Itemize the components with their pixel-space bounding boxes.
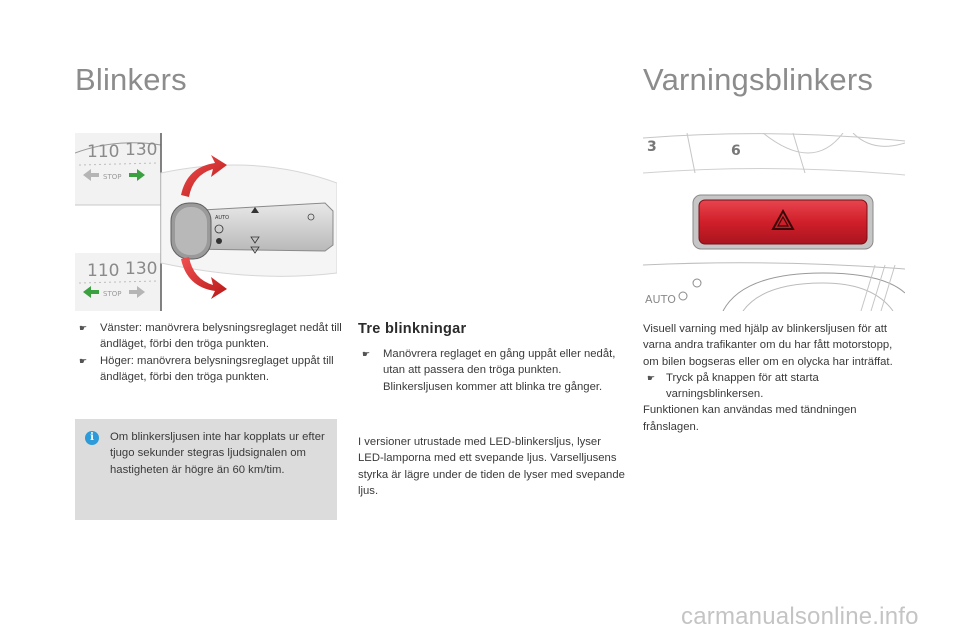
- led-paragraph: I versioner utrustade med LED-blinkersljus, lyser LED-lamporna med ett svepande ljus. Varselljusens styrka är lägre under de tiden de lyser med svepande ljus.: [358, 436, 625, 497]
- stop-label-bottom: STOP: [103, 290, 122, 298]
- blinkers-instructions: [75, 320, 345, 385]
- section-title-varningsblinkers: Varningsblinkers: [643, 62, 874, 97]
- info-note-box: [75, 419, 337, 520]
- speed-label-130-top: 130: [125, 140, 158, 160]
- dial-number-3: 3: [647, 139, 657, 155]
- hazard-intro: Visuell varning med hjälp av blinkersljusen för att varna andra trafikanter om du har fått motorstopp, om bilen bogseras eller om en olycka har inträffat.: [643, 323, 893, 368]
- bullet-hand-icon: ☛: [79, 323, 88, 333]
- list-item: ☛ Tryck på knappen för att starta varningsblinkersen.: [647, 371, 819, 401]
- stop-label-top: STOP: [103, 173, 122, 181]
- bullet-hand-icon: ☛: [647, 372, 656, 383]
- section-title-blinkers: Blinkers: [75, 62, 187, 97]
- tre-blinkningar-instructions: [358, 346, 628, 395]
- auto-label-console: AUTO: [645, 293, 676, 306]
- list-item: ☛ Vänster: manövrera belysningsreglaget nedåt till ändläget, förbi den tröga punkten.: [79, 322, 342, 351]
- speedometer-top: [75, 133, 161, 205]
- list-item: ☛ Höger: manövrera belysningsreglaget uppåt till ändläget, förbi den tröga punkten.: [79, 354, 334, 383]
- hazard-warning-button[interactable]: [699, 200, 867, 244]
- watermark: carmanualsonline.info: [681, 603, 919, 630]
- light-icon: [216, 238, 222, 244]
- heading-tre-blinkningar: Tre blinkningar: [358, 321, 467, 337]
- info-note-text: Om blinkersljusen inte har kopplats ur efter tjugo sekunder stegras ljudsignalen om hastigheten är högre än 60 km/tim.: [110, 431, 325, 476]
- list-item: ☛ Manövrera reglaget en gång uppåt eller nedåt, utan att passera den tröga punkten. Blinkersljusen kommer att blinka tre gånger.: [362, 348, 616, 393]
- info-icon: i: [85, 431, 99, 445]
- bullet-hand-icon: ☛: [79, 355, 88, 366]
- hazard-button-illustration: [643, 133, 905, 311]
- speed-label-110-top: 110: [87, 142, 120, 162]
- speed-label-130-bottom: 130: [125, 259, 158, 279]
- hazard-outro: Funktionen kan användas med tändningen frånslagen.: [643, 404, 857, 433]
- auto-label: AUTO: [215, 215, 230, 221]
- bullet-hand-icon: ☛: [362, 349, 371, 359]
- indicator-stalk-illustration: [75, 133, 337, 311]
- speed-label-110-bottom: 110: [87, 261, 120, 281]
- speedometer-bottom: [75, 253, 161, 311]
- hazard-instructions: [643, 370, 905, 403]
- varningsblinkers-text: [643, 321, 905, 435]
- dial-number-6: 6: [731, 143, 741, 159]
